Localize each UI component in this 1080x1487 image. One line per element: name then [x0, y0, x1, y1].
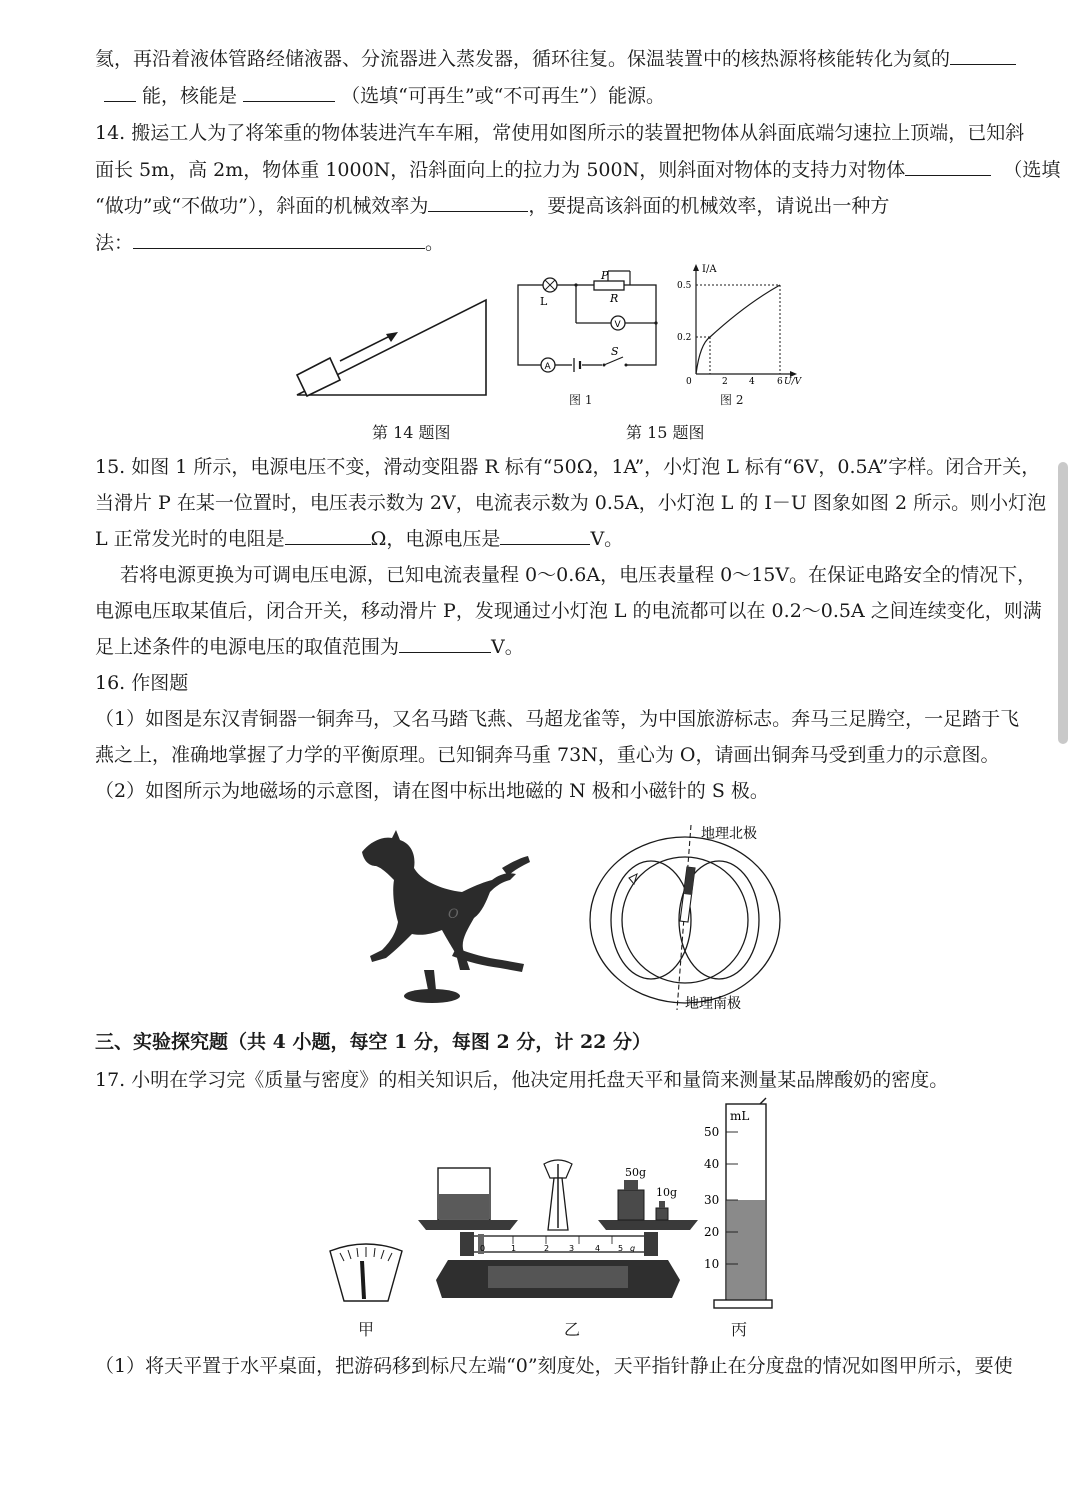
section-heading [95, 1029, 651, 1055]
x-tick-label: 0 [686, 377, 692, 387]
pointer-dial-jia [326, 1243, 406, 1305]
text: 14. 搬运工人为了将笨重的物体装进汽车车厢，常使用如图所示的装置把物体从斜面底端匀速拉上顶端，已知斜 [95, 122, 1025, 144]
question-15-line [95, 454, 1040, 480]
scale-label: g [630, 1244, 636, 1253]
text: （1）如图是东汉青铜器一铜奔马，又名马踏飞燕、马超龙雀等，为中国旅游标志。奔马三足腾空，一足踏于飞 [95, 708, 1020, 730]
text: 法： [95, 232, 134, 254]
y-tick-label: 0.2 [677, 333, 692, 343]
question-15-line [95, 634, 524, 660]
rheostat [594, 281, 624, 290]
answer-blank[interactable] [500, 526, 590, 545]
text: （1）将天平置于水平桌面，把游码移到标尺左端“0”刻度处，天平指针静止在分度盘的情况如图甲所示，要使 [95, 1355, 1013, 1377]
answer-blank[interactable] [285, 526, 371, 545]
lamp-label: L [540, 295, 548, 308]
voltmeter-label: V [614, 320, 621, 330]
question-14-line [95, 157, 1060, 183]
scale-label: 5 [618, 1244, 624, 1253]
text: 电源电压取某值后，闭合开关，移动滑片 P，发现通过小灯泡 L 的电流都可以在 0.2～0.5A 之间连续变化，则满 [95, 600, 1042, 622]
text: Ω，电源电压是 [370, 528, 501, 550]
figure-caption: 第 15 题图 [626, 423, 705, 442]
text-line [95, 46, 1016, 72]
graduated-cylinder-bing [700, 1104, 780, 1310]
block [297, 358, 340, 396]
text: 16. 作图题 [95, 672, 189, 694]
horse-body [362, 830, 516, 970]
text: （2）如图所示为地磁场的示意图，请在图中标出地磁的 N 极和小磁针的 S 极。 [95, 780, 769, 802]
scale-label: 1 [511, 1244, 517, 1253]
scale-label: 0 [480, 1244, 486, 1253]
y-tick-label: 0.5 [677, 281, 692, 291]
text: V。 [491, 636, 524, 658]
vertical-scrollbar[interactable] [1058, 462, 1068, 744]
text: （选填 [1003, 159, 1061, 181]
pull-force-arrow [340, 334, 394, 361]
bronze-horse-image [352, 822, 542, 1007]
tick-label: 20 [704, 1225, 720, 1239]
figure-caption: 第 14 题图 [372, 423, 451, 442]
text: “做功”或“不做功”），斜面的机械效率为 [95, 195, 429, 217]
answer-blank[interactable] [399, 634, 491, 653]
text: （选填“可再生”或“不可再生”）能源。 [341, 85, 666, 107]
resistor-label: R [610, 292, 619, 305]
tick-label: 30 [704, 1193, 720, 1207]
text: 17. 小明在学习完《质量与密度》的相关知识后，他决定用托盘天平和量筒来测量某品牌酸奶的密度。 [95, 1069, 949, 1091]
answer-blank[interactable] [428, 193, 528, 212]
question-14-line [95, 193, 889, 219]
question-14-line [95, 230, 444, 256]
switch-label: S [611, 345, 619, 358]
text: 面长 5m，高 2m，物体重 1000N，沿斜面向上的拉力为 500N，则斜面对物体的支持力对物体 [95, 159, 906, 181]
text: L 正常发光时的电阻是 [95, 528, 285, 550]
weight-10g [656, 1208, 668, 1220]
question-14-line [95, 120, 1024, 146]
geomagnetic-field-diagram [585, 820, 785, 1015]
question-15-line [95, 490, 1046, 516]
figure-caption: 图 2 [720, 393, 744, 407]
scale-label: 2 [544, 1244, 550, 1253]
circuit-diagram [510, 265, 670, 390]
weight-50g [618, 1190, 644, 1220]
question-16-line [95, 706, 1019, 732]
text: 足上述条件的电源电压的取值范围为 [95, 636, 400, 658]
question-15-line [120, 562, 1036, 588]
text: V。 [590, 528, 624, 550]
text: 15. 如图 1 所示，电源电压不变，滑动变阻器 R 标有“50Ω，1A”，小灯泡 L 标有“6V，0.5A”字样。闭合开关， [95, 456, 1041, 478]
text: 当滑片 P 在某一位置时，电压表示数为 2V，电流表示数为 0.5A，小灯泡 L 的 I－U 图象如图 2 所示。则小灯泡 [95, 492, 1047, 514]
incline-figure [290, 295, 490, 405]
yogurt-liquid [727, 1200, 765, 1299]
text: 燕之上，准确地掌握了力学的平衡原理。已知铜奔马重 73N，重心为 O，请画出铜奔马受到重力的示意图。 [95, 744, 1000, 766]
answer-blank[interactable] [950, 46, 1016, 65]
y-axis-label: I/A [702, 264, 717, 275]
scale-label: 4 [595, 1244, 601, 1253]
iu-graph [676, 262, 801, 387]
answer-blank[interactable] [243, 83, 335, 102]
answer-blank[interactable] [104, 83, 136, 102]
x-tick-label: 4 [749, 377, 755, 387]
south-pole-label: 地理南极 [685, 996, 741, 1012]
text: 。 [425, 232, 445, 254]
tick-label: 40 [704, 1157, 720, 1171]
unit-label: mL [730, 1109, 750, 1123]
x-axis-label: U/V [784, 377, 802, 387]
text: 氦，再沿着液体管路经储液器、分流器进入蒸发器，循环往复。保温装置中的核热源将核能转化为氦的 [95, 48, 951, 70]
slider-label: P [601, 269, 609, 282]
figure-caption: 甲 [358, 1320, 375, 1339]
compass-needle-icon [629, 874, 637, 884]
flying-swallow [404, 989, 460, 1003]
figure-caption: 图 1 [569, 393, 593, 407]
right-pan [598, 1220, 698, 1230]
scale-label: 3 [569, 1244, 575, 1253]
text: 若将电源更换为可调电压电源，已知电流表量程 0～0.6A，电压表量程 0～15V。在保证电路安全的情况下， [120, 564, 1037, 586]
question-16-line [95, 778, 769, 804]
left-pan [418, 1220, 518, 1230]
figure-caption: 乙 [564, 1320, 581, 1339]
balance-yi [418, 1150, 688, 1302]
text-line [104, 83, 665, 109]
x-tick-label: 2 [722, 377, 728, 387]
text: ，要提高该斜面的机械效率，请说出一种方 [528, 195, 890, 217]
svg-text:O: O [448, 907, 459, 922]
figure-caption: 丙 [731, 1320, 748, 1339]
text: 能，核能是 [142, 85, 238, 107]
weight-label: 50g [625, 1166, 647, 1179]
ammeter-label: A [544, 362, 551, 372]
question-15-line [95, 526, 623, 552]
tick-label: 50 [704, 1125, 720, 1139]
weight-label: 10g [656, 1186, 678, 1199]
x-tick-label: 6 [777, 377, 783, 387]
question-15-line [95, 598, 1042, 624]
answer-blank[interactable] [133, 230, 425, 249]
north-pole-label: 地理北极 [701, 826, 757, 842]
text: 三、实验探究题（共 4 小题，每空 1 分，每图 2 分，计 22 分） [95, 1031, 652, 1053]
question-17-line [95, 1353, 1013, 1379]
question-16-title [95, 670, 188, 696]
tick-label: 10 [704, 1257, 720, 1271]
answer-blank[interactable] [905, 157, 991, 176]
iu-curve [696, 285, 780, 374]
question-17-line [95, 1067, 948, 1093]
question-16-line [95, 742, 999, 768]
